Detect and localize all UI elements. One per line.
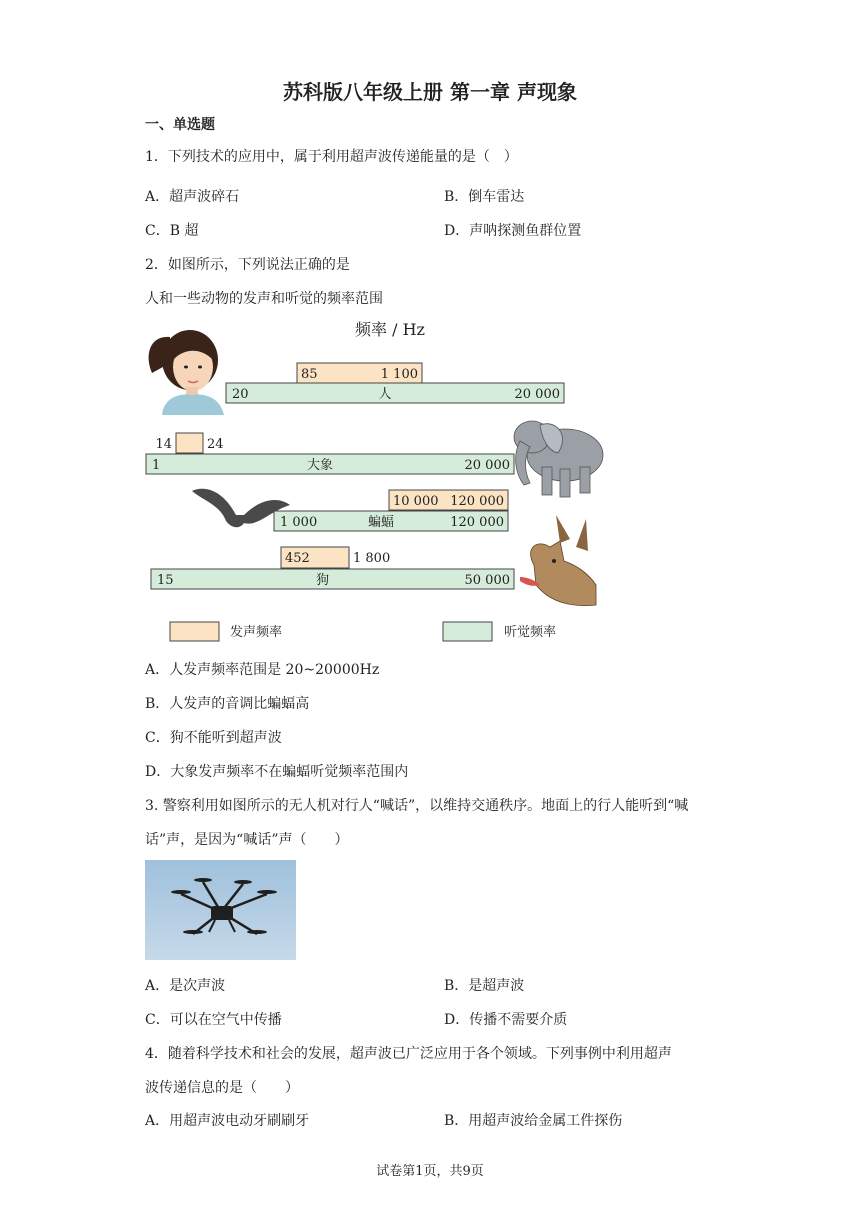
page-title: 苏科版八年级上册 第一章 声现象 [283, 80, 577, 104]
elephant-icon [514, 421, 603, 497]
category-label-3: 狗 [315, 573, 330, 588]
q3-option-a: A．是次声波 [145, 978, 226, 994]
legend-swatch-emitting [170, 622, 219, 641]
section-title: 一、单选题 [145, 117, 215, 133]
emitting-bar-1 [176, 433, 203, 453]
hearing-min-label-0: 20 [232, 387, 249, 402]
q2-option-d: D．大象发声频率不在蝙蝠听觉频率范围内 [145, 764, 409, 780]
legend-swatch-hearing [443, 622, 492, 641]
emitting-min-label-2: 10 000 [393, 494, 439, 509]
hearing-max-label-2: 120 000 [450, 515, 504, 530]
hearing-max-label-1: 20 000 [464, 458, 510, 473]
q2-option-c: C．狗不能听到超声波 [145, 730, 282, 746]
q3-option-c: C．可以在空气中传播 [145, 1012, 282, 1028]
emitting-max-label-3: 1 800 [353, 551, 391, 566]
woman-icon [149, 330, 224, 415]
question-1-stem: 1．下列技术的应用中，属于利用超声波传递能量的是（ ） [145, 149, 518, 165]
question-4-stem-line-2: 波传递信息的是（ ） [145, 1080, 299, 1096]
emitting-min-label-0: 85 [301, 367, 318, 382]
q1-option-d: D．声呐探测鱼群位置 [444, 223, 582, 239]
legend [170, 622, 556, 641]
category-label-1: 大象 [306, 458, 334, 473]
frequency-range-chart [140, 315, 610, 647]
emitting-max-label-2: 120 000 [450, 494, 504, 509]
legend-label-emitting: 发声频率 [230, 625, 283, 640]
question-2-stem: 2．如图所示，下列说法正确的是 [145, 257, 350, 273]
page-footer: 试卷第1页，共9页 [376, 1164, 484, 1179]
hearing-min-label-1: 1 [152, 458, 161, 473]
emitting-max-label-0: 1 100 [380, 367, 418, 382]
hearing-min-label-3: 15 [157, 573, 174, 588]
q4-option-a: A．用超声波电动牙刷刷牙 [145, 1113, 310, 1129]
q1-option-b: B．倒车雷达 [444, 189, 525, 205]
hearing-max-label-3: 50 000 [464, 573, 510, 588]
figure-caption: 人和一些动物的发声和听觉的频率范围 [145, 291, 383, 307]
hearing-min-label-2: 1 000 [280, 515, 318, 530]
hearing-bar-0 [226, 383, 564, 403]
q2-option-b: B．人发声的音调比蝙蝠高 [145, 696, 310, 712]
q2-option-a: A．人发声频率范围是 20~20000Hz [145, 662, 380, 678]
q4-option-b: B．用超声波给金属工件探伤 [444, 1113, 623, 1129]
hearing-bar-3 [151, 569, 514, 589]
legend-label-hearing: 听觉频率 [504, 625, 557, 640]
dog-icon [520, 515, 596, 606]
q3-option-d: D．传播不需要介质 [444, 1012, 568, 1028]
question-4-stem-line-1: 4．随着科学技术和社会的发展，超声波已广泛应用于各个领域。下列事例中利用超声 [145, 1046, 672, 1062]
drone-photo [145, 860, 296, 960]
q1-option-c: C．B 超 [145, 223, 199, 239]
question-3-stem-line-1: 3. 警察利用如图所示的无人机对行人“喊话”，以维持交通秩序。地面上的行人能听到“喊 [145, 798, 689, 814]
emitting-max-label-1: 24 [207, 437, 224, 452]
emitting-min-label-3: 452 [285, 551, 310, 566]
question-3-stem-line-2: 话”声，是因为“喊话”声（ ） [145, 832, 349, 848]
category-label-2: 蝙蝠 [367, 515, 395, 530]
hearing-max-label-0: 20 000 [514, 387, 560, 402]
chart-title: 频率 / Hz [355, 320, 425, 339]
category-label-0: 人 [378, 387, 392, 402]
q1-option-a: A．超声波碎石 [145, 189, 240, 205]
emitting-min-label-1: 14 [155, 437, 172, 452]
q3-option-b: B．是超声波 [444, 978, 525, 994]
